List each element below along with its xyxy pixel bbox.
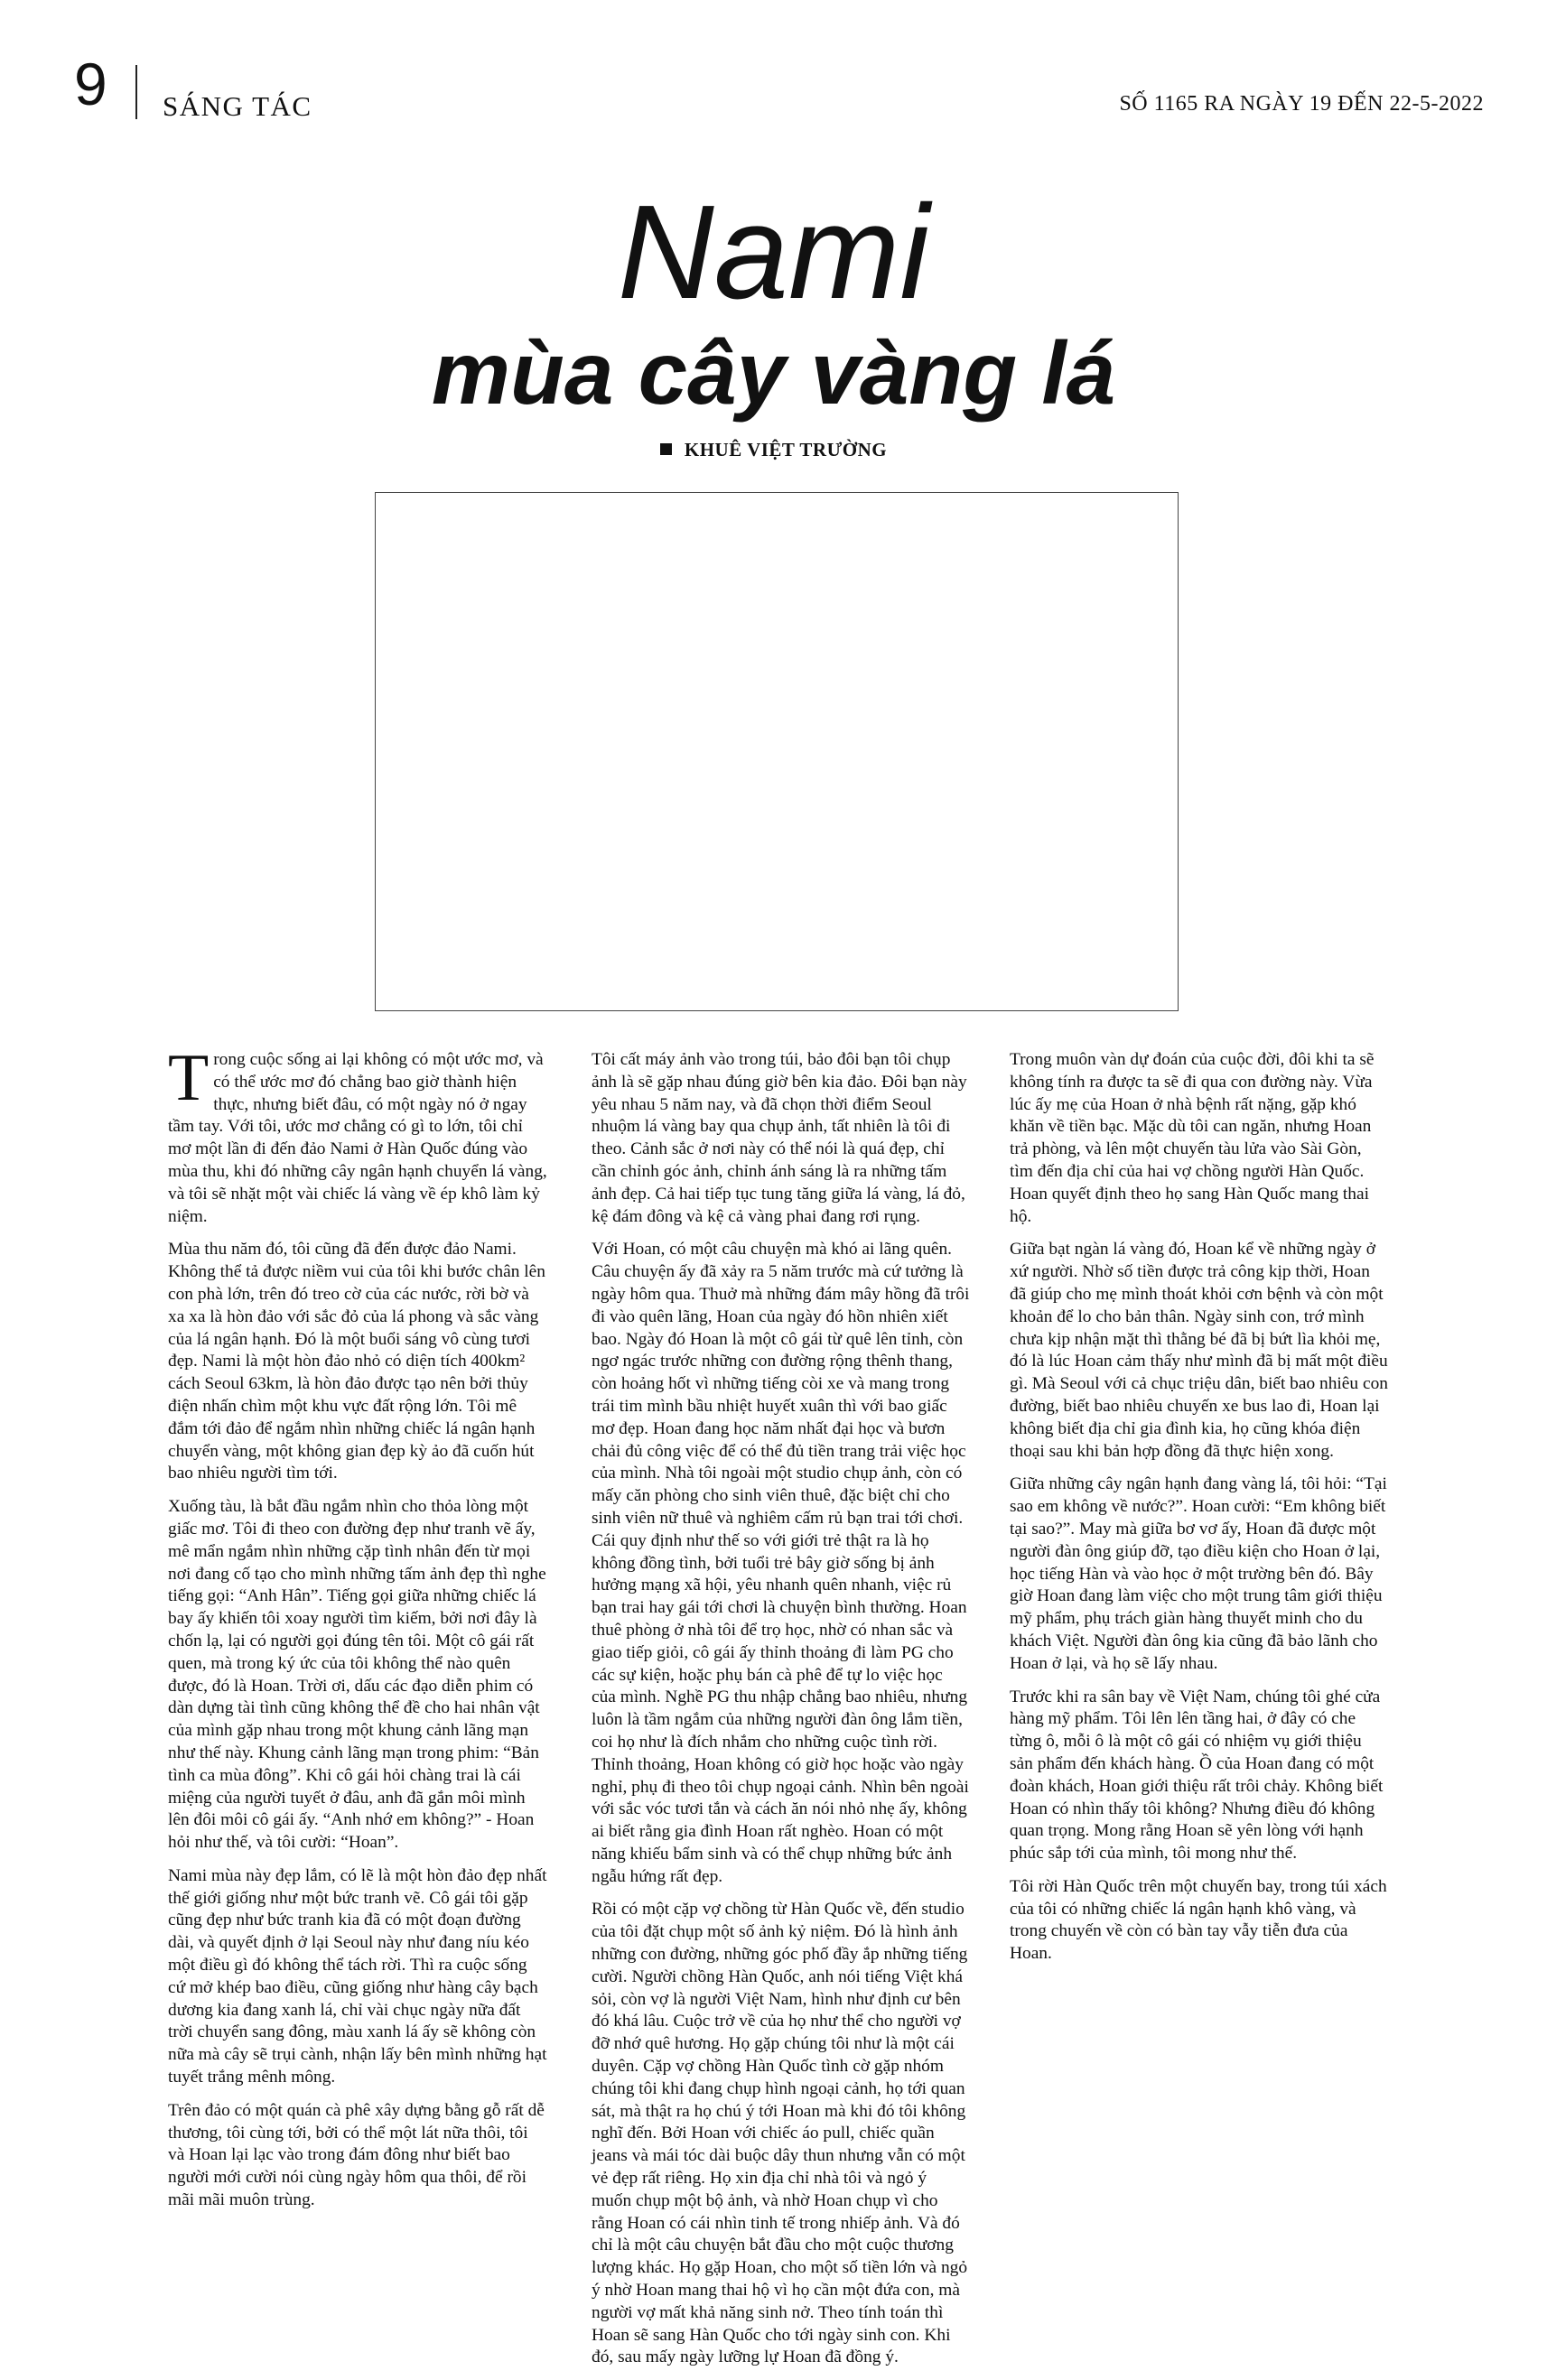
paragraph: Trong cuộc sống ai lại không có một ước mơ, và có thể ước mơ đó chẳng bao giờ thành hiện thực, nhưng biết đâu, có một ngày nó ở ngay tầm tay. Với tôi, ước mơ chẳng có gì to lớn, tôi chỉ mơ một lần đi đến đảo Nami ở Hàn Quốc đúng vào mùa thu, khi đó những cây ngân hạnh chuyển lá vàng, và tôi sẽ nhặt một vài chiếc lá vàng về ép khô làm kỷ niệm. [168,1041,547,1226]
paragraph: Nami mùa này đẹp lắm, có lẽ là một hòn đảo đẹp nhất thế giới giống như một bức tranh vẽ. Cô gái tôi gặp cũng đẹp như bức tranh kia đã có một đoạn đường dài, và quyết định ở lại Seoul này như đang níu kéo một điều gì đó không thể tách rời. Thì ra cuộc sống cứ mở khép bao điều, cũng giống như hàng cây bạch dương kia đang xanh lá, chỉ vài chục ngày nữa đất trời chuyển sang đông, màu xanh lá ấy sẽ không còn nữa mà cây sẽ trụi cành, nhận lấy bên mình những hạt tuyết trắng mênh mông. [168,1865,547,2087]
paragraph: Trên đảo có một quán cà phê xây dựng bằng gỗ rất dễ thương, tôi cùng tới, bởi có thể một lát nữa thôi, tôi và Hoan lại lạc vào trong đám đông như biết bao người mới cười nói cùng ngày hôm qua thôi, để rồi mãi mãi muôn trùng. [168,2100,545,2210]
paragraph: Giữa bạt ngàn lá vàng đó, Hoan kể về những ngày ở xứ người. Nhờ số tiền được trả công kịp thời, Hoan đã giúp cho mẹ mình thoát khỏi cơn bệnh và còn một khoản để lo cho bản thân. Ngày sinh con, trớ mình chưa kịp nhận mặt thì thằng bé đã bị bứt lìa khỏi mẹ, đó là lúc Hoan cảm thấy như mình đã bị mất một điều gì. Mà Seoul với cả chục triệu dân, biết bao nhiêu con đường, biết bao nhiêu chuyến xe bus lao đi, Hoan lại không biết địa chỉ gia đình kia, họ cũng khóa điện thoại sau khi bản hợp đồng đã thực hiện xong. [1010,1240,1388,1461]
square-bullet-icon [660,443,672,455]
article-title-main: Nami [617,178,930,327]
article-byline [0,439,1547,461]
text-column-3 [1010,1049,1389,1976]
article-title-sub: mùa cây vàng lá [431,323,1116,423]
drop-cap: T [168,1041,210,1115]
issue-info: SỐ 1165 RA NGÀY 19 ĐẾN 22-5-2022 [1119,92,1484,116]
paragraph: Tôi rời Hàn Quốc trên một chuyến bay, trong túi xách của tôi có những chiếc lá ngân hạnh khô vàng, và trong chuyến về còn có bàn tay vẫy tiễn đưa của Hoan. [1010,1876,1387,1964]
paragraph: Với Hoan, có một câu chuyện mà khó ai lãng quên. Câu chuyện ấy đã xảy ra 5 năm trước mà cứ tưởng là ngày hôm qua. Thuở mà những đám mây hồng đã trôi đi vào quên lãng, Hoan của ngày đó hồn nhiên xiết bao. Ngày đó Hoan là một cô gái từ quê lên tỉnh, còn ngơ ngác trước những con đường rộng thênh thang, còn hoảng hốt vì những tiếng còi xe và mang trong trái tim mình bầu nhiệt huyết xuân thì với bao giấc mơ đẹp. Hoan đang học năm nhất đại học và bươn chải đủ công việc để có thể đủ tiền trang trải việc học của mình. Nhà tôi ngoài một studio chụp ảnh, còn có mấy căn phòng cho sinh viên thuê, đặc biệt chỉ cho sinh viên nữ thuê và nghiêm cấm rủ bạn trai tới chơi. Cái quy định như thế so với giới trẻ thật ra là họ không đồng tình, bởi tuổi trẻ bây giờ sống bị ảnh hưởng mạng xã hội, yêu nhanh quên nhanh, việc rủ bạn trai hay gái tới chơi là chuyện bình thường. Hoan thuê phòng ở nhà tôi để trọ học, nhờ có nhan sắc và giao tiếp giỏi, cô gái ấy thỉnh thoảng đi làm PG cho các sự kiện, hoặc phụ bán cà phê để tự lo việc học của mình. Nghề PG thu nhập chẳng bao nhiêu, nhưng luôn là tầm ngắm của những người đàn ông lắm tiền, coi họ như là đích nhắm cho những cuộc tình rời. Thỉnh thoảng, Hoan không có giờ học hoặc vào ngày nghỉ, phụ đi theo tôi chụp ngoại cảnh. Nhìn bên ngoài với sắc vóc tươi tắn và cách ăn nói nhỏ nhẹ ấy, không ai biết rằng gia đình Hoan rất nghèo. Hoan có một năng khiếu bẩm sinh và có thể chụp những bức ảnh ngẫu hứng rất đẹp. [592,1240,970,1886]
text-column-1 [168,1041,547,2223]
paragraph: Trong muôn vàn dự đoán của cuộc đời, đôi khi ta sẽ không tính ra được ta sẽ đi qua con đường này. Vừa lúc ấy mẹ của Hoan ở nhà bệnh rất nặng, gặp khó khăn về tiền bạc. Mặc dù tôi can ngăn, nhưng Hoan trả phòng, và lên một chuyến tàu lửa vào Sài Gòn, tìm đến địa chỉ của hai vợ chồng người Hàn Quốc. Hoan quyết định theo họ sang Hàn Quốc mang thai hộ. [1010,1050,1375,1226]
article-photo-placeholder [375,492,1179,1011]
section-title: SÁNG TÁC [163,90,312,122]
paragraph: Giữa những cây ngân hạnh đang vàng lá, tôi hỏi: “Tại sao em không về nước?”. Hoan cười: “Em không biết tại sao?”. May mà giữa bơ vơ ấy, Hoan đã được một người đàn ông giúp đỡ, tạo điều kiện cho Hoan ở lại, học tiếng Hàn và vào học ở một trường bên đó. Bây giờ Hoan đang làm việc cho một trung tâm giới thiệu mỹ phẩm, phụ trách giàn hàng thuyết minh cho du khách Việt. Người đàn ông kia cũng đã bảo lãnh cho Hoan ở lại, và họ sẽ lấy nhau. [1010,1474,1387,1673]
author-name: KHUÊ VIỆT TRƯỜNG [684,439,888,460]
text-column-2 [592,1049,971,2380]
page-number: 9 [74,51,107,117]
paragraph: Rồi có một cặp vợ chồng từ Hàn Quốc về, đến studio của tôi đặt chụp một số ảnh kỷ niệm. Đó là hình ảnh những con đường, những góc phố đầy ắp những tiếng cười. Người chồng Hàn Quốc, anh nói tiếng Việt khá sỏi, còn vợ là người Việt Nam, hình như định cư bên đó khá lâu. Cuộc trở về của họ như thể cho người vợ đỡ nhớ quê hương. Họ gặp chúng tôi như là một cái duyên. Cặp vợ chồng Hàn Quốc tình cờ gặp nhóm chúng tôi khi đang chụp hình ngoại cảnh, họ tới quan sát, mà thật ra họ chú ý tới Hoan mà khi đó tôi không nghĩ đến. Bởi Hoan với chiếc áo pull, chiếc quần jeans và mái tóc dài buộc dây thun nhưng vẫn có một vẻ đẹp rất riêng. Họ xin địa chỉ nhà tôi và ngỏ ý muốn chụp một bộ ảnh, và nhờ Hoan chụp vì cho rằng Hoan có cái nhìn tinh tế trong nhiếp ảnh. Và đó chỉ là một câu chuyện bắt đầu cho một cuộc thương lượng khác. Họ gặp Hoan, cho một số tiền lớn và ngỏ ý nhờ Hoan mang thai hộ vì họ cần một đứa con, mà người vợ mất khả năng sinh nở. Theo tính toán thì Hoan sẽ sang Hàn Quốc cho tới ngày sinh con. Khi đó, sau mấy ngày lưỡng lự Hoan đã đồng ý. [592,1900,968,2367]
page-header [0,0,1547,144]
paragraph: Tôi cất máy ảnh vào trong túi, bảo đôi bạn tôi chụp ảnh là sẽ gặp nhau đúng giờ bên kia đảo. Đôi bạn này yêu nhau 5 năm nay, và đã chọn thời điểm Seoul nhuộm lá vàng bay qua chụp ảnh, tất nhiên là tôi đi theo. Cảnh sắc ở nơi này có thể nói là quá đẹp, chỉ cần chỉnh góc ảnh, chỉnh ánh sáng là ra những tấm ảnh đẹp. Cả hai tiếp tục tung tăng giữa lá vàng, lá đỏ, kệ đám đông và kệ cả vàng phai đang rơi rụng. [592,1050,967,1226]
paragraph: Trước khi ra sân bay về Việt Nam, chúng tôi ghé cửa hàng mỹ phẩm. Tôi lên lên tầng hai, ở đây có che từng ô, mỗi ô là một cô gái có nhiệm vụ giới thiệu sản phẩm đến khách hàng. Ồ của Hoan đang có một đoàn khách, Hoan giới thiệu rất trôi chảy. Không biết Hoan có nhìn thấy tôi không? Nhưng điều đó không quan trọng. Mong rằng Hoan sẽ yên lòng với hạnh phúc sắp tới của mình, tôi mong như thế. [1010,1687,1384,1864]
paragraph: Mùa thu năm đó, tôi cũng đã đến được đảo Nami. Không thể tả được niềm vui của tôi khi bước chân lên con phà lớn, trên đó treo cờ của các nước, rời bờ và xa xa là hòn đảo với sắc đỏ của lá phong và sắc vàng của lá ngân hạnh. Đó là một buổi sáng vô cùng tươi đẹp. Nami là một hòn đảo nhỏ có diện tích 400km² cách Seoul 63km, là hòn đảo được tạo nên bởi thủy điện nhấn chìm một khu vực đất rộng lớn. Tôi mê đắm tới đảo để ngắm nhìn những chiếc lá ngân hạnh chuyển vàng, một không gian đẹp kỳ ảo đã cuốn hút bao nhiêu người tìm tới. [168,1240,545,1483]
header-divider [135,65,137,119]
paragraph: Xuống tàu, là bắt đầu ngắm nhìn cho thỏa lòng một giấc mơ. Tôi đi theo con đường đẹp như tranh vẽ ấy, mê mẩn ngắm nhìn những cặp tình nhân đến từ mọi nơi đang cố tạo cho mình những tấm ảnh đẹp thì nghe tiếng gọi: “Anh Hân”. Tiếng gọi giữa những chiếc lá bay ấy khiến tôi xoay người tìm kiếm, bởi nơi đây là chốn lạ, lại có người gọi đúng tên tôi. Một cô gái rất quen, mà trong ký ức của tôi không thể nào quên được, đó là Hoan. Trời ơi, dấu các đạo diễn phim có dàn dựng tài tình cũng không thể đề cho hai nhân vật của mình gặp nhau trong một khung cảnh lãng mạn như thế này. Khung cảnh lãng mạn trong phim: “Bản tình ca mùa đông”. Khi cô gái hỏi chàng trai là cái miệng của người tuyết ở đâu, anh đã gắn môi mình lên đôi môi cô gái ấy. “Anh nhớ em không?” - Hoan hỏi như thế, và tôi cười: “Hoan”. [168,1497,546,1853]
